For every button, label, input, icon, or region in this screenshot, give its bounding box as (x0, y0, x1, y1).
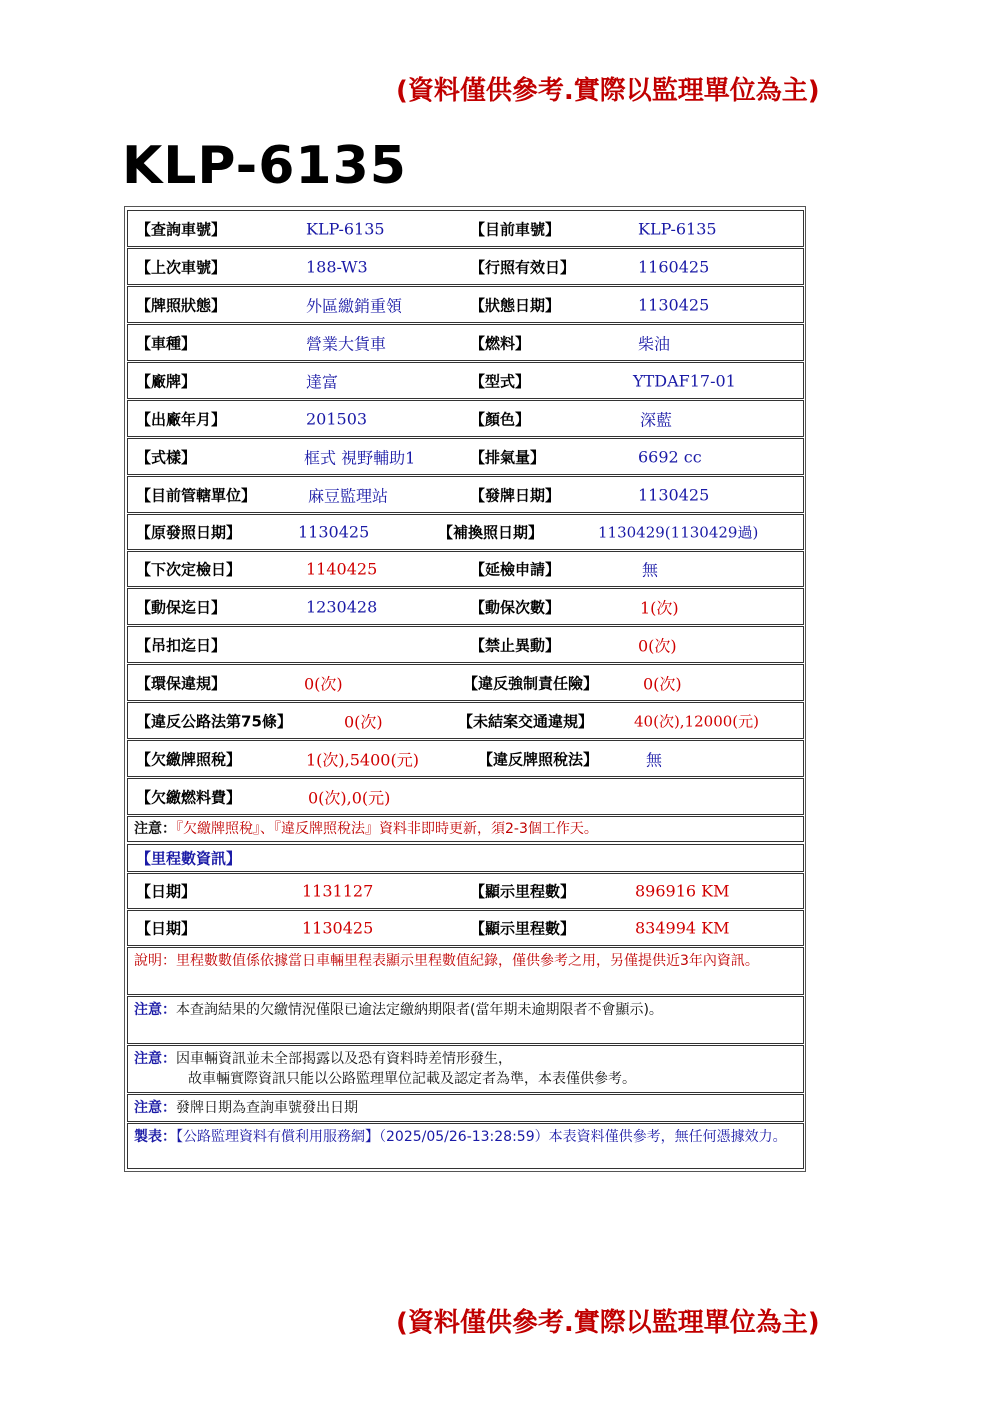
value: KLP-6135 (306, 219, 385, 238)
value: 1130429(1130429過) (598, 523, 759, 542)
label: 【排氣量】 (470, 448, 546, 466)
label: 【違反強制責任險】 (463, 674, 599, 692)
label: 【違反公路法第75條】 (136, 712, 292, 730)
table-row (127, 626, 804, 663)
value: 無 (642, 560, 659, 580)
table-row (127, 740, 804, 777)
label: 【顯示里程數】 (470, 882, 576, 901)
value: 0(次) (304, 674, 343, 693)
label: 【行照有效日】 (470, 258, 576, 276)
disclosure-note (127, 1045, 804, 1093)
value: 0(次),0(元) (308, 788, 391, 807)
label: 【查詢車號】 (136, 220, 227, 238)
value: 外區繳銷重領 (306, 296, 403, 315)
value: 1130425 (638, 295, 710, 314)
table-row (127, 551, 804, 587)
mileage-row (127, 873, 804, 909)
disclaimer-bottom: (資料僅供參考.實際以監理單位為主) (396, 1308, 820, 1338)
value: 框式 視野輔助1 (304, 448, 416, 467)
table-row (127, 778, 804, 815)
value: 營業大貨車 (306, 334, 387, 353)
note-heading: 注意： (134, 1100, 176, 1116)
label: 【顯示里程數】 (470, 919, 576, 938)
value: 無 (646, 750, 663, 769)
value: 1230428 (306, 597, 378, 616)
issuer-note (127, 1123, 804, 1169)
value: 深藍 (640, 410, 673, 429)
note-heading: 注意： (134, 1051, 176, 1067)
table-row (127, 476, 804, 513)
label: 【未結案交通違規】 (458, 712, 594, 730)
value: 0(次) (344, 712, 383, 731)
table-row (127, 324, 804, 361)
value: 達富 (306, 372, 339, 391)
label: 【目前車號】 (470, 220, 561, 238)
label: 【發牌日期】 (470, 486, 561, 504)
value: 0(次) (638, 636, 677, 655)
value: 896916 KM (635, 881, 730, 901)
plate-title: KLP-6135 (122, 136, 407, 196)
mileage-header (127, 844, 804, 872)
label: 【環保違規】 (136, 674, 227, 692)
value: 0(次) (643, 674, 682, 693)
label: 【顏色】 (470, 410, 531, 428)
label: 【狀態日期】 (470, 296, 561, 314)
label: 【延檢申請】 (470, 560, 561, 579)
mileage-row (127, 910, 804, 946)
label: 【出廠年月】 (136, 410, 227, 428)
label: 【違反牌照稅法】 (478, 750, 599, 768)
mileage-header-label: 【里程數資訊】 (136, 849, 242, 868)
note-text: 發牌日期為查詢車號發出日期 (176, 1100, 358, 1116)
value: 1130425 (298, 522, 370, 542)
note-text: 『欠繳牌照稅』、『違反牌照稅法』資料非即時更新，須2-3個工作天。 (176, 821, 598, 837)
label: 【目前管轄單位】 (136, 486, 257, 504)
note-text: 【公路監理資料有償利用服務網】（2025/05/26-13:28:59）本表資料僅供參考，無任何憑據效力。 (176, 1129, 787, 1145)
label: 【禁止異動】 (470, 636, 561, 654)
label: 【車種】 (136, 334, 197, 352)
value: 834994 KM (635, 918, 730, 938)
label: 【補換照日期】 (438, 523, 544, 542)
note-text: 說明：里程數數值係依據當日車輛里程表顯示里程數值紀錄，僅供參考之用，另僅提供近3年內資訊。 (134, 953, 759, 969)
label: 【欠繳燃料費】 (136, 788, 242, 806)
mileage-explanation (127, 947, 804, 995)
table-row (127, 702, 804, 739)
tax-note (127, 816, 804, 842)
label: 【日期】 (136, 882, 197, 901)
label: 【下次定檢日】 (136, 560, 242, 579)
disclaimer-top: (資料僅供參考.實際以監理單位為主) (396, 76, 820, 106)
table-row (127, 514, 804, 550)
value: 1130425 (638, 485, 710, 504)
label: 【吊扣迄日】 (136, 636, 227, 654)
value: 麻豆監理站 (308, 486, 389, 505)
value: KLP-6135 (638, 219, 717, 238)
plate-date-note (127, 1094, 804, 1122)
label: 【上次車號】 (136, 258, 227, 276)
note-heading: 注意： (134, 1002, 176, 1018)
label: 【廠牌】 (136, 372, 197, 390)
note-heading: 注意： (134, 821, 176, 837)
note-text: 本查詢結果的欠繳情況僅限已逾法定繳納期限者(當年期未逾期限者不會顯示)。 (176, 1002, 663, 1018)
table-row (127, 210, 804, 247)
value: 1140425 (306, 559, 378, 579)
label: 【動保次數】 (470, 598, 561, 616)
value: 201503 (306, 409, 368, 428)
label: 【牌照狀態】 (136, 296, 227, 314)
value: 1131127 (302, 881, 374, 901)
label: 【欠繳牌照稅】 (136, 750, 242, 768)
note-text: 故車輛實際資訊只能以公路監理單位記載及認定者為準，本表僅供參考。 (188, 1071, 636, 1087)
note-heading: 製表： (134, 1129, 176, 1145)
arrears-note (127, 996, 804, 1044)
table-row (127, 400, 804, 437)
table-row (127, 588, 804, 625)
label: 【型式】 (470, 372, 531, 390)
label: 【式樣】 (136, 448, 197, 466)
value: 1(次) (640, 598, 679, 617)
table-row (127, 286, 804, 323)
note-text: 因車輛資訊並未全部揭露以及恐有資料時差情形發生， (176, 1051, 512, 1067)
value: YTDAF17-01 (633, 371, 736, 390)
value: 6692 cc (638, 447, 702, 466)
value: 188-W3 (306, 257, 368, 276)
label: 【日期】 (136, 919, 197, 938)
table-row (127, 664, 804, 701)
value: 1130425 (302, 918, 374, 938)
value: 柴油 (638, 334, 671, 353)
label: 【原發照日期】 (136, 523, 242, 542)
label: 【動保迄日】 (136, 598, 227, 616)
value: 1(次),5400(元) (306, 750, 419, 769)
table-row (127, 248, 804, 285)
value: 40(次),12000(元) (634, 712, 759, 730)
table-row (127, 362, 804, 399)
label: 【燃料】 (470, 334, 531, 352)
value: 1160425 (638, 257, 710, 276)
table-row (127, 438, 804, 475)
